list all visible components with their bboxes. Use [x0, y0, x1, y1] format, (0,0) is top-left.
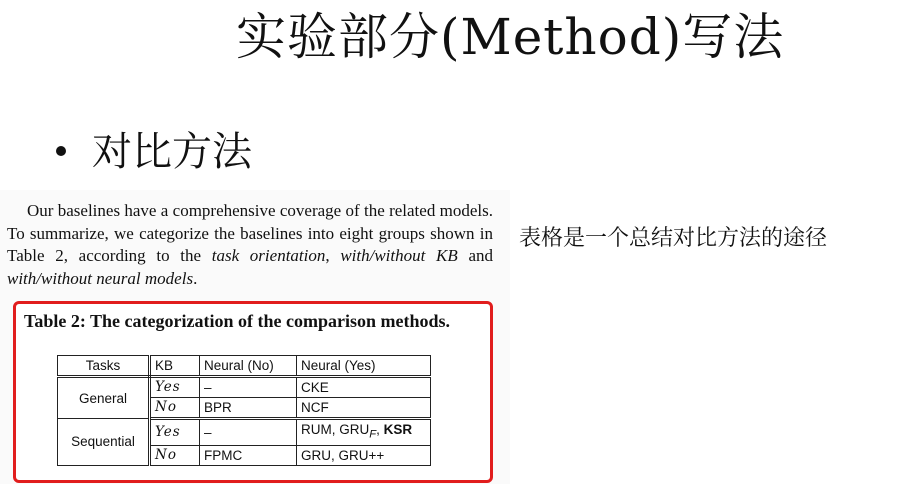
para-text-2: , [325, 246, 341, 265]
neural-yes-cell: CKE [297, 377, 431, 398]
para-em-kb: with/without KB [340, 246, 458, 265]
task-sequential: Sequential [58, 419, 150, 466]
kb-cell: No [150, 445, 200, 465]
para-text-4: . [193, 268, 198, 288]
kb-cell: Yes [150, 419, 200, 446]
bullet-item [56, 124, 252, 180]
neural-no-cell: – [200, 419, 297, 446]
task-general: General [58, 377, 150, 419]
neural-yes-cell: NCF [297, 398, 431, 419]
para-em-neural: with/without neural models [7, 268, 194, 288]
slide-title: 实验部分(Method)写法 [236, 8, 785, 66]
excerpt-paragraph [7, 200, 493, 290]
bullet-dot-icon [56, 146, 66, 156]
neural-no-cell: FPMC [200, 445, 297, 465]
neural-yes-cell: GRU, GRU++ [297, 445, 431, 465]
comparison-table [57, 355, 431, 466]
para-text-1: Our baselines have a comprehensive coverage of the related models. To summarize, we categorize the baselines into eight groups shown in Table 2, according to the [7, 201, 493, 265]
para-em-task: task orientation [211, 246, 326, 265]
table-caption: Table 2: The categorization of the comparison methods. [24, 311, 450, 331]
bullet-text: 对比方法 [92, 129, 252, 175]
para-text-3: and [457, 246, 494, 265]
subscript-f: F [369, 428, 377, 441]
header-kb: KB [150, 356, 200, 377]
header-neural-yes: Neural (Yes) [297, 356, 431, 377]
table-row [58, 377, 431, 398]
neural-yes-cell [297, 419, 431, 446]
header-tasks: Tasks [58, 356, 150, 377]
table-row [58, 419, 431, 446]
kb-cell: Yes [150, 377, 200, 398]
neural-no-cell: BPR [200, 398, 297, 419]
kb-cell: No [150, 398, 200, 419]
ksr-bold: KSR [383, 422, 413, 437]
neural-no-cell: – [200, 377, 297, 398]
side-note: 表格是一个总结对比方法的途径 [519, 226, 828, 251]
neural-yes-text: RUM, GRU [301, 422, 370, 437]
neural-yes-sep: , [376, 422, 384, 437]
table-header-row [58, 356, 431, 377]
paper-excerpt-image [0, 190, 510, 484]
header-neural-no: Neural (No) [200, 356, 297, 377]
highlighted-table-box [13, 301, 493, 483]
